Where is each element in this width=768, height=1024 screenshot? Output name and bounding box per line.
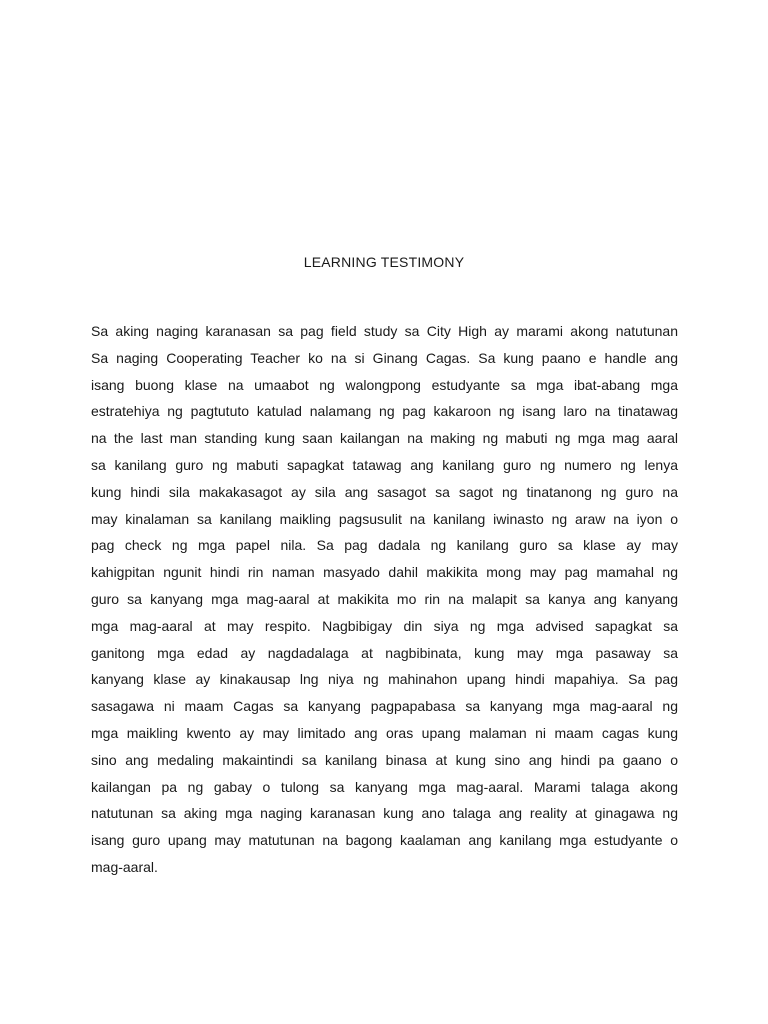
body-line: guro sa kanyang mga mag-aaral at makikita mo rin na malapit sa kanya ang kanyang — [91, 590, 678, 607]
body-line: natutunan sa aking mga naging karanasan kung ano talaga ang reality at ginagawa ng — [91, 805, 678, 822]
body-line: isang guro upang may matutunan na bagong kaalaman ang kanilang mga estudyante o — [91, 832, 678, 849]
body-line: sino ang medaling makaintindi sa kanilang binasa at kung sino ang hindi pa gaano o — [91, 751, 678, 768]
document-title: LEARNING TESTIMONY — [303, 254, 465, 270]
body-line: pag check ng mga papel nila. Sa pag dadala ng kanilang guro sa klase ay may — [91, 537, 678, 554]
body-line: sasagawa ni maam Cagas sa kanyang pagpapabasa sa kanyang mga mag-aaral ng — [91, 698, 678, 715]
body-line: sa kanilang guro ng mabuti sapagkat tatawag ang kanilang guro ng numero ng lenya — [91, 456, 678, 473]
body-line: na the last man standing kung saan kailangan na making ng mabuti ng mga mag aaral — [91, 430, 678, 447]
body-line: mga maikling kwento ay may limitado ang oras upang malaman ni maam cagas kung — [91, 724, 678, 741]
body-line: Sa aking naging karanasan sa pag field study sa City High ay marami akong natutunan — [91, 323, 678, 339]
body-line: ganitong mga edad ay nagdadalaga at nagbibinata, kung may mga pasaway sa — [91, 644, 678, 661]
body-line: kanyang klase ay kinakausap lng niya ng mahinahon upang hindi mapahiya. Sa pag — [91, 671, 678, 688]
body-line: estratehiya ng pagtututo katulad nalamang ng pag kakaroon ng isang laro na tinatawag — [91, 403, 678, 420]
body-line: may kinalaman sa kanilang maikling pagsusulit na kanilang iwinasto ng araw na iyon o — [91, 510, 678, 527]
document-body — [91, 318, 678, 881]
body-line: Sa naging Cooperating Teacher ko na si Ginang Cagas. Sa kung paano e handle ang — [91, 349, 678, 366]
body-line: mag-aaral. — [91, 858, 158, 875]
body-line: kahigpitan ngunit hindi rin naman masyado dahil makikita mong may pag mamahal ng — [91, 564, 678, 581]
body-line: kung hindi sila makakasagot ay sila ang sasagot sa sagot ng tinatanong ng guro na — [91, 483, 678, 500]
body-line: isang buong klase na umaabot ng walongpong estudyante sa mga ibat-abang mga — [91, 376, 678, 393]
body-line: kailangan pa ng gabay o tulong sa kanyang mga mag-aaral. Marami talaga akong — [91, 778, 678, 795]
body-line: mga mag-aaral at may respito. Nagbibigay din siya ng mga advised sapagkat sa — [91, 617, 678, 634]
